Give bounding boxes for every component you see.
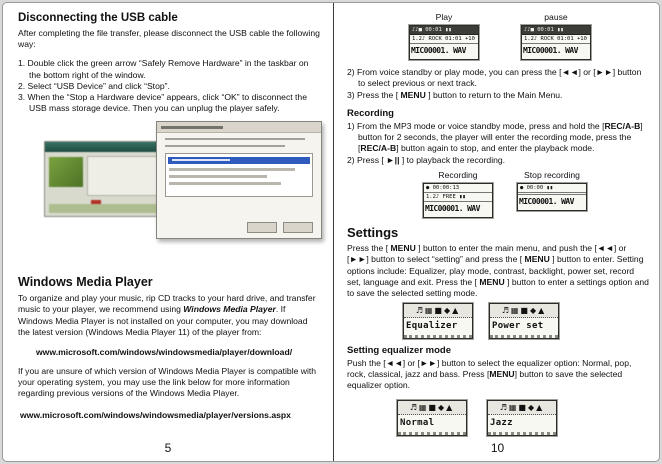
page-5 [3,3,333,461]
decor-row-text [172,159,230,161]
lcd-screen-stop-recording [517,183,587,211]
decor-strip [49,204,167,213]
recording-screen-group [423,170,493,218]
equalizer-section-title: Setting equalizer mode [347,345,451,357]
menu-option-label: Equalizer [404,318,472,338]
usb-step-3: 3. When the “Stop a Hardware device” appears, click “OK” to disconnect the USB mass storage device. Then you can unplug the player safely. [18,91,307,114]
wmp-download-link: www.microsoft.com/windows/windowsmedia/player/download/ [36,346,293,357]
play-label: Play [435,12,453,22]
manual-spread [2,2,660,462]
stop-recording-screen-group [517,170,587,218]
decor-list-row [169,168,295,171]
page-number-right: 10 [490,441,505,455]
lcd-filename: MIC00001. WAV [519,197,574,207]
menu-icons-row: ♬▦■◆▲ [398,401,466,415]
usb-step-1: 1. Double click the green arrow “Safely Remove Hardware” in the taskbar on the bottom right of the window. [18,58,309,80]
lcd-filename: MIC00001. WAV [425,204,480,214]
pause-screen-group [521,12,591,60]
decor-list-row [169,175,267,178]
play-step-2: 2) From voice standby or play mode, you can press the [◄◄] or [►►] button to select previous or next track. [347,67,642,89]
pause-label: pause [544,12,568,22]
usb-step-2: 2. Select “USB Device” and click “Stop”. [18,80,170,91]
decor-text-line [165,138,305,140]
wmp-para-2: If you are unsure of which version of Windows Media Player is compatible with your operating system, you may use the link below for more information regarding previous versions of the Windows Media Player. [18,365,317,399]
lcd-status-info: 1.2♪ ROCK 01:01 +10 [410,35,478,44]
equalizer-screen-group [403,303,473,339]
lcd-screen-play [409,25,479,60]
jazz-screen-group [487,400,557,436]
lcd-screen-pause [521,25,591,60]
powerset-screen-group [489,303,559,339]
wmp-section-title: Windows Media Player [18,275,153,290]
settings-screens [403,303,649,339]
play-pause-screens [409,12,649,60]
menu-option-label: Power set [490,318,558,338]
lcd-screen-recording [423,183,493,218]
lcd-status-time: ● 00:00:13 [424,184,492,193]
menu-icons-row: ♬▦■◆▲ [488,401,556,415]
eq-option-label: Normal [398,415,466,435]
play-screen-group [409,12,479,60]
recording-step-1: 1) From the MP3 mode or voice standby mode, press and hold the [REC/A-B] button for 2 seconds, the player will enter the recording mode, press the [REC/A-B] button again to stop, and enter the playback mode. [347,120,643,153]
settings-para: Press the [ MENU ] button to enter the main menu, and push the [◄◄] or [►►] button to select “setting” and press the [ MENU ] button to enter. Setting options include: Equalizer, play mode, contrast, backlight, power set, record set, language and exit. Press the [ MENU ] button to enter a settings option and to save the selected setting mode. [347,243,649,298]
safely-remove-hardware-screenshot [44,141,172,217]
stop-hardware-device-screenshot [156,121,322,239]
recording-step-2: 2) Press [ ►|| ] to playback the recording. [347,155,506,166]
page-10 [334,3,660,461]
decor-title-text [161,126,223,129]
wmp-versions-link: www.microsoft.com/windows/windowsmedia/player/versions.aspx [20,410,291,421]
usb-section-title: Disconnecting the USB cable [18,12,178,24]
page-number-left: 5 [164,441,172,455]
settings-section-title: Settings [347,225,399,241]
dialog-body [45,152,171,216]
equalizer-option-screens [397,400,649,436]
lcd-status-time: ● 00:00 ▮▮ [518,184,586,193]
device-list [165,153,313,197]
lcd-screen-normal [397,400,467,436]
recording-screens [423,170,649,218]
dialog-buttons [247,222,313,233]
menu-icons-row: ♬▦■◆▲ [404,304,472,318]
lcd-screen-jazz [487,400,557,436]
lcd-status-icons: ♪♪■ 00:01 ▮▮ [522,26,590,35]
normal-screen-group [397,400,467,436]
menu-icons-row: ♬▦■◆▲ [490,304,558,318]
recording-label: Recording [438,170,478,181]
lcd-status-icons: ♪♪■ 00:01 ▮▮ [410,26,478,35]
equalizer-para: Push the [◄◄] or [►►] button to select the equalizer option: Normal, pop, rock, classical, jazz and bass. Press [MENU] button to save the selected equalizer option. [347,358,632,391]
lcd-status-info: 1.2♪ FREE ▮▮ [424,193,492,202]
usb-intro: After completing the file transfer, please disconnect the USB cable the following way: [18,28,320,50]
lcd-filename: MIC00001. WAV [523,46,578,55]
play-step-3: 3) Press the [ MENU ] button to return to the Main Menu. [347,90,563,101]
lcd-screen-equalizer [403,303,473,339]
lcd-screen-powerset [489,303,559,339]
eq-option-label: Jazz [488,415,556,435]
lcd-status-info: 1.2♪ ROCK 01:01 +10 [522,35,590,44]
decor-list-row [169,182,281,185]
decor-panel [87,156,167,196]
recording-section-title: Recording [347,107,394,119]
usb-screenshots [18,121,321,271]
stop-recording-label: Stop recording [524,170,580,181]
decor-green-block [49,157,83,187]
ok-button-decor [247,222,277,233]
selected-device-row [168,157,310,164]
cancel-button-decor [283,222,313,233]
dialog-titlebar [45,142,171,152]
lcd-filename: MIC00001. WAV [411,46,466,55]
decor-text-line [165,145,285,147]
dialog-titlebar [157,122,321,133]
wmp-para-1: To organize and play your music, rip CD tracks to your hard drive, and transfer music to your player, we recommend using Windows Media Player. If Windows Media Player is not installed on your computer, you may download the latest version (Windows Media Player 11) of the player from: [18,293,316,337]
